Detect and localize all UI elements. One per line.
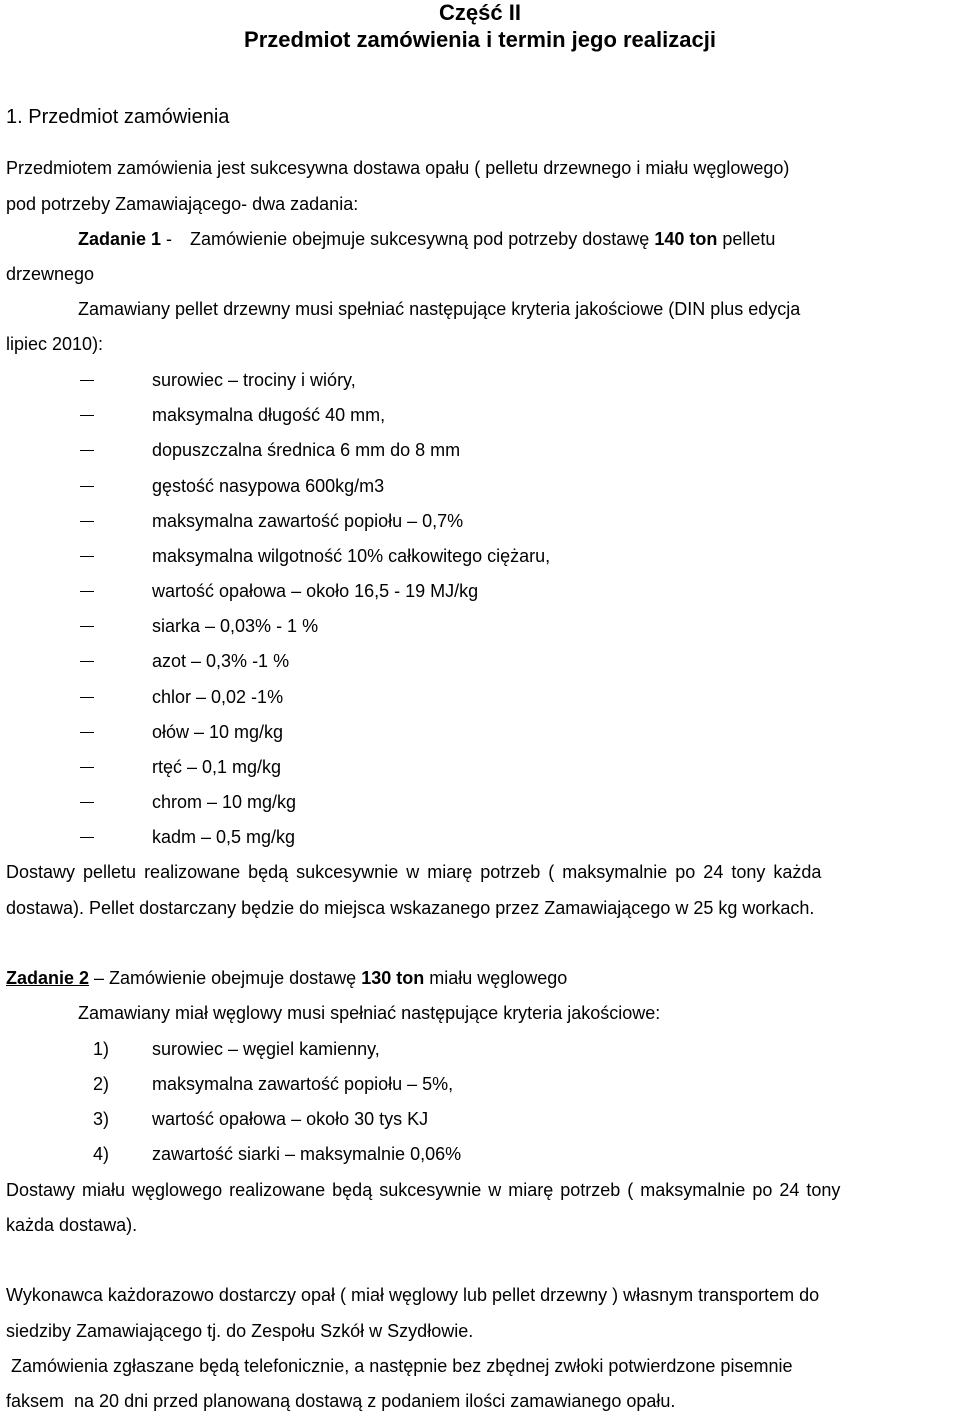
list-item: chrom – 10 mg/kg: [152, 792, 297, 812]
list-item: maksymalna zawartość popiołu – 0,7%: [152, 511, 464, 531]
list-dash: [80, 802, 94, 803]
list-dash: [80, 380, 94, 381]
task1-label: Zadanie 1: [78, 229, 162, 249]
list-dash: [80, 767, 94, 768]
task1-delivery-line-1: Dostawy pelletu realizowane będą sukcesywnie w miarę potrzeb ( maksymalnie po 24 tony każda: [6, 862, 822, 882]
list-number: 1): [93, 1039, 110, 1059]
task2-delivery-line-2: każda dostawa).: [6, 1215, 138, 1235]
list-item: wartość opałowa – około 30 tys KJ: [152, 1109, 429, 1129]
list-item: kadm – 0,5 mg/kg: [152, 827, 296, 847]
orders-line-1: Zamówienia zgłaszane będą telefonicznie, a następnie bez zbędnej zwłoki potwierdzone pisemnie: [6, 1356, 793, 1376]
transport-line-2: siedziby Zamawiającego tj. do Zespołu Szkół w Szydłowie.: [6, 1321, 474, 1341]
list-dash: [80, 697, 94, 698]
transport-line-1: Wykonawca każdorazowo dostarczy opał ( miał węglowy lub pellet drzewny ) własnym transportem do: [6, 1285, 820, 1305]
task1-criteria-line-1: Zamawiany pellet drzewny musi spełniać następujące kryteria jakościowe (DIN plus edycja: [78, 299, 801, 319]
intro-line-2: pod potrzeby Zamawiającego- dwa zadania:: [6, 194, 359, 214]
task1-text-a: Zamówienie obejmuje sukcesywną pod potrzeby dostawę: [190, 229, 650, 249]
list-item: maksymalna zawartość popiołu – 5%,: [152, 1074, 454, 1094]
list-dash: [80, 486, 94, 487]
intro-line-1: Przedmiotem zamówienia jest sukcesywna dostawa opału ( pelletu drzewnego i miału węglowego): [6, 158, 790, 178]
task2-quantity: 130 ton: [361, 968, 425, 988]
document-subtitle: Przedmiot zamówienia i termin jego realizacji: [244, 27, 716, 52]
task1-criteria-line-2: lipiec 2010):: [6, 334, 104, 354]
list-item: zawartość siarki – maksymalnie 0,06%: [152, 1144, 462, 1164]
part-title: Część II: [439, 0, 521, 25]
list-item: siarka – 0,03% - 1 %: [152, 616, 319, 636]
orders-line-2: faksem na 20 dni przed planowaną dostawą z podaniem ilości zamawianego opału.: [6, 1391, 676, 1411]
list-item: chlor – 0,02 -1%: [152, 687, 284, 707]
list-item: surowiec – węgiel kamienny,: [152, 1039, 380, 1059]
list-dash: [80, 556, 94, 557]
list-dash: [80, 626, 94, 627]
list-item: maksymalna długość 40 mm,: [152, 405, 386, 425]
list-item: surowiec – trociny i wióry,: [152, 370, 356, 390]
list-dash: [80, 661, 94, 662]
list-dash: [80, 837, 94, 838]
task2-heading: [6, 967, 956, 989]
list-item: rtęć – 0,1 mg/kg: [152, 757, 282, 777]
list-item: azot – 0,3% -1 %: [152, 651, 290, 671]
task2-text-a: – Zamówienie obejmuje dostawę: [89, 968, 362, 988]
section-heading: 1. Przedmiot zamówienia: [6, 106, 230, 128]
task2-criteria: Zamawiany miał węglowy musi spełniać następujące kryteria jakościowe:: [78, 1003, 661, 1023]
task1-delivery-line-2: dostawa). Pellet dostarczany będzie do miejsca wskazanego przez Zamawiającego w 25 kg workach.: [6, 898, 815, 918]
task1-text-b: pelletu: [722, 229, 776, 249]
task1-text-c: drzewnego: [6, 264, 95, 284]
list-item: gęstość nasypowa 600kg/m3: [152, 476, 385, 496]
list-item: ołów – 10 mg/kg: [152, 722, 284, 742]
list-dash: [80, 450, 94, 451]
task1-sep: -: [161, 229, 178, 249]
list-number: 4): [93, 1144, 110, 1164]
task2-text-b: miału węglowego: [424, 968, 568, 988]
task2-delivery-line-1: Dostawy miału węglowego realizowane będą sukcesywnie w miarę potrzeb ( maksymalnie po 24 tony: [6, 1180, 841, 1200]
list-number: 2): [93, 1074, 110, 1094]
list-number: 3): [93, 1109, 110, 1129]
task1-quantity: 140 ton: [654, 229, 718, 249]
list-dash: [80, 732, 94, 733]
list-item: maksymalna wilgotność 10% całkowitego ciężaru,: [152, 546, 551, 566]
list-dash: [80, 415, 94, 416]
list-item: wartość opałowa – około 16,5 - 19 MJ/kg: [152, 581, 479, 601]
list-dash: [80, 521, 94, 522]
list-item: dopuszczalna średnica 6 mm do 8 mm: [152, 440, 461, 460]
list-dash: [80, 591, 94, 592]
task2-label: Zadanie 2: [6, 968, 90, 988]
task1-heading: [78, 228, 956, 250]
